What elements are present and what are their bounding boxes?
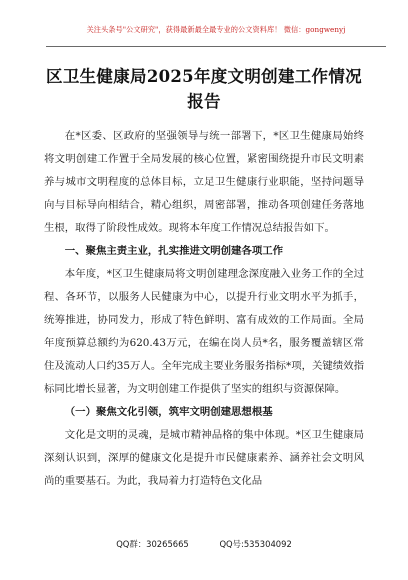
- page-header: [46, 12, 386, 47]
- subsection-paragraph: 文化是文明的灵魂，是城市精神品格的集中体现。*区卫生健康局深刻认识到，深厚的健康文化是提升市民健康素养、涵养社会文明风尚的重要基石。为此，我局着力打造特色文化品: [44, 429, 364, 487]
- document-body: [44, 125, 364, 493]
- intro-paragraph: 在*区委、区政府的坚强领导与统一部署下，*区卫生健康局始终将文明创建工作置于全局发展的核心位置，紧密围绕提升市民文明素养与城市文明程度的总体目标，立足卫生健康行业职能，坚持问题导向与目标导向相结合，精心组织，周密部署，推动各项创建任务落地生根，取得了阶段性成效。现将本年度工作情况总结报告如下。: [44, 130, 364, 234]
- footer-qq-group: QQ群：30265665: [116, 539, 189, 549]
- section-heading: 一、聚焦主责主业，扎实推进文明创建各项工作: [64, 245, 283, 257]
- header-banner: 关注头条号"公文研究"，获得最新最全最专业的公文资料库！ 微信：gongwenyj: [86, 25, 346, 34]
- document-title: 区卫生健康局2025年度文明创建工作情况报告: [46, 67, 362, 111]
- subsection-heading: （一）聚焦文化引领，筑牢文明创建思想根基: [64, 406, 273, 418]
- footer-qq-number: QQ号:535304092: [219, 539, 292, 549]
- section-paragraph: 本年度，*区卫生健康局将文明创建理念深度融入业务工作的全过程、各环节，以服务人民健康为中心，以提升行业文明水平为抓手，统筹推进，协同发力，形成了特色鲜明、富有成效的工作局面。全局年度预算总额约为620.43万元，在编在岗人员*名，服务覆盖辖区常住及流动人口约35万人。全年完成主要业务服务指标*项，关键绩效指标同比增长显著，为文明创建工作提供了坚实的组织与资源保障。: [44, 268, 364, 395]
- page-footer: [0, 538, 408, 550]
